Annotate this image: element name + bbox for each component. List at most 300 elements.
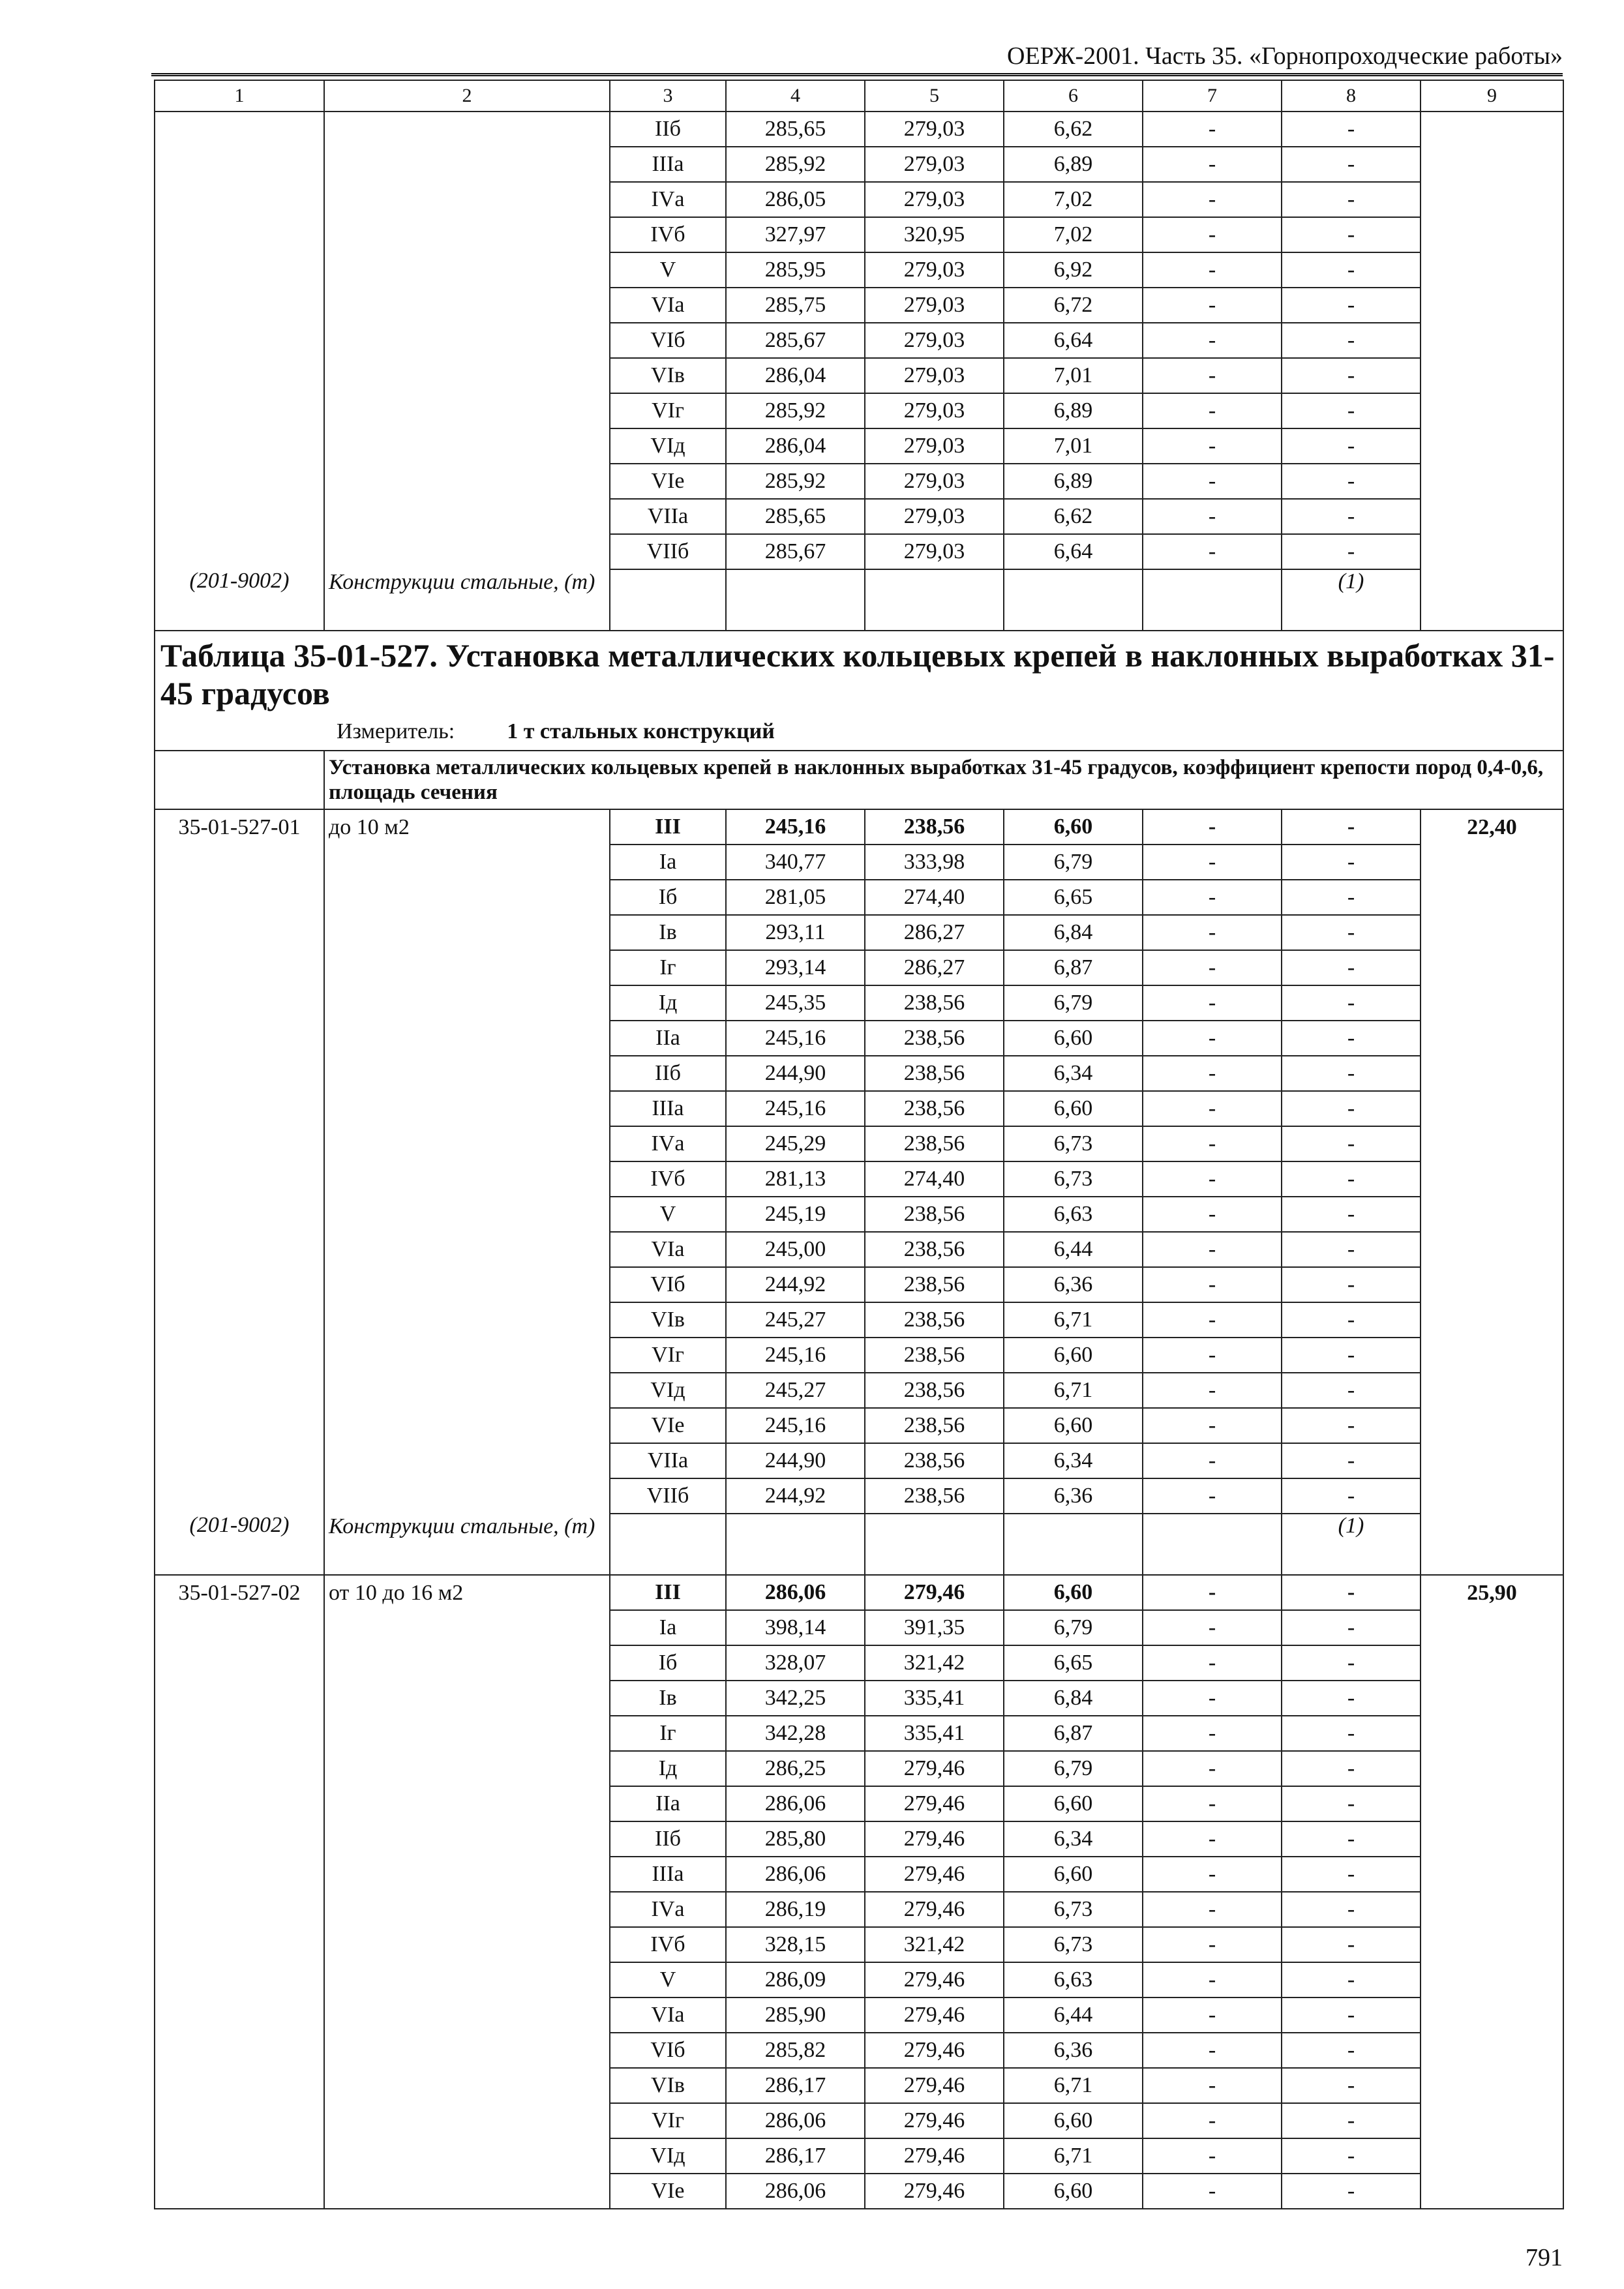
- table-row: [155, 1892, 1563, 1927]
- table-row: [155, 428, 1563, 464]
- weight-cell: [1421, 1408, 1563, 1443]
- machine-cost-cell: 6,71: [1004, 1302, 1143, 1338]
- labor-cost-cell: 391,35: [865, 1610, 1004, 1645]
- weight-cell: [1421, 1610, 1563, 1645]
- total-cost-cell: 245,27: [726, 1302, 865, 1338]
- section-title: Таблица 35-01-527. Установка металлических кольцевых крепей в наклонных выработках 31-45 градусов: [160, 637, 1555, 711]
- material-cost-cell: -: [1282, 358, 1421, 393]
- machine-cost-cell: 6,60: [1004, 1857, 1143, 1892]
- labor-cost-cell: 279,03: [865, 323, 1004, 358]
- code-cell: [155, 1232, 324, 1267]
- drivers-cost-cell: -: [1143, 1681, 1282, 1716]
- table-row: [155, 288, 1563, 323]
- drivers-cost-cell: -: [1143, 2103, 1282, 2138]
- machine-cost-cell: 6,62: [1004, 112, 1143, 147]
- name-cell: [324, 1610, 610, 1645]
- class-cell: III: [610, 1575, 726, 1610]
- machine-cost-cell: 6,36: [1004, 1267, 1143, 1302]
- code-cell: [155, 2103, 324, 2138]
- labor-cost-cell: 279,03: [865, 499, 1004, 534]
- machine-cost-cell: 6,60: [1004, 2103, 1143, 2138]
- name-cell: [324, 464, 610, 499]
- drivers-cost-cell: -: [1143, 809, 1282, 845]
- machine-cost-cell: 7,01: [1004, 428, 1143, 464]
- material-code: (201-9002): [155, 569, 324, 631]
- total-cost-cell: 342,28: [726, 1716, 865, 1751]
- column-number: 6: [1004, 80, 1143, 112]
- code-cell: [155, 1267, 324, 1302]
- class-cell: VIа: [610, 1232, 726, 1267]
- total-cost-cell: 398,14: [726, 1610, 865, 1645]
- weight-cell: [1421, 1232, 1563, 1267]
- weight-cell: [1421, 252, 1563, 288]
- material-cost-cell: -: [1282, 915, 1421, 950]
- class-cell: Iг: [610, 1716, 726, 1751]
- drivers-cost-cell: -: [1143, 323, 1282, 358]
- weight-cell: [1421, 2138, 1563, 2174]
- column-numbers-row: [155, 80, 1563, 112]
- labor-cost-cell: 279,46: [865, 2174, 1004, 2209]
- machine-cost-cell: 6,89: [1004, 147, 1143, 182]
- weight-cell: [1421, 1126, 1563, 1161]
- machine-cost-cell: 6,89: [1004, 393, 1143, 428]
- name-cell: [324, 499, 610, 534]
- weight-cell: [1421, 569, 1563, 631]
- labor-cost-cell: 238,56: [865, 1373, 1004, 1408]
- machine-cost-cell: 6,36: [1004, 2033, 1143, 2068]
- column-number: 7: [1143, 80, 1282, 112]
- table-row: [155, 845, 1563, 880]
- name-cell: [324, 323, 610, 358]
- weight-cell: [1421, 393, 1563, 428]
- weight-cell: [1421, 2174, 1563, 2209]
- column-number: 8: [1282, 80, 1421, 112]
- machine-cost-cell: 6,71: [1004, 2138, 1143, 2174]
- machine-cost-cell: 6,60: [1004, 809, 1143, 845]
- total-cost-cell: 285,90: [726, 1997, 865, 2033]
- code-cell: [155, 534, 324, 569]
- material-cost-cell: -: [1282, 1338, 1421, 1373]
- labor-cost-cell: 279,03: [865, 147, 1004, 182]
- machine-cost-cell: 6,60: [1004, 2174, 1143, 2209]
- code-cell: [155, 2138, 324, 2174]
- total-cost-cell: 245,16: [726, 1091, 865, 1126]
- labor-cost-cell: 238,56: [865, 1056, 1004, 1091]
- drivers-cost-cell: -: [1143, 1197, 1282, 1232]
- drivers-cost-cell: -: [1143, 147, 1282, 182]
- header-rule: [151, 73, 1563, 77]
- weight-cell: [1421, 464, 1563, 499]
- total-cost-cell: 245,16: [726, 1021, 865, 1056]
- total-cost-cell: 245,16: [726, 809, 865, 845]
- material-cost-cell: -: [1282, 1302, 1421, 1338]
- code-cell: [155, 1610, 324, 1645]
- material-cost-cell: -: [1282, 1857, 1421, 1892]
- name-cell: [324, 1091, 610, 1126]
- labor-cost-cell: 279,03: [865, 288, 1004, 323]
- name-cell: [324, 393, 610, 428]
- class-cell: Iд: [610, 985, 726, 1021]
- name-cell: [324, 112, 610, 147]
- weight-cell: [1421, 182, 1563, 217]
- class-cell: VIд: [610, 2138, 726, 2174]
- weight-cell: [1421, 1645, 1563, 1681]
- material-cost-cell: -: [1282, 2103, 1421, 2138]
- machine-cost-cell: 6,60: [1004, 1338, 1143, 1373]
- weight-cell: [1421, 428, 1563, 464]
- total-cost-cell: 342,25: [726, 1681, 865, 1716]
- total-cost-cell: 285,65: [726, 499, 865, 534]
- table-row: [155, 1443, 1563, 1478]
- table-row: [155, 1161, 1563, 1197]
- code-cell: [155, 1716, 324, 1751]
- name-cell: [324, 2033, 610, 2068]
- machine-cost-cell: 6,71: [1004, 1373, 1143, 1408]
- item-name: до 10 м2: [324, 809, 610, 845]
- class-cell: IVб: [610, 217, 726, 252]
- machine-cost-cell: 6,64: [1004, 534, 1143, 569]
- code-cell: [155, 1962, 324, 1997]
- code-cell: [155, 880, 324, 915]
- material-cost-cell: -: [1282, 1892, 1421, 1927]
- material-cost-cell: -: [1282, 428, 1421, 464]
- labor-cost-cell: 321,42: [865, 1645, 1004, 1681]
- total-cost-cell: 245,00: [726, 1232, 865, 1267]
- name-cell: [324, 1645, 610, 1681]
- code-cell: [155, 1373, 324, 1408]
- material-qty: (1): [1282, 1514, 1421, 1575]
- total-cost-cell: 286,19: [726, 1892, 865, 1927]
- code-cell: [155, 950, 324, 985]
- code-cell: [155, 112, 324, 147]
- name-cell: [324, 1478, 610, 1514]
- code-cell: [155, 985, 324, 1021]
- drivers-cost-cell: -: [1143, 1232, 1282, 1267]
- drivers-cost-cell: -: [1143, 1610, 1282, 1645]
- class-cell: Iд: [610, 1751, 726, 1786]
- name-cell: [324, 147, 610, 182]
- code-cell: [155, 1021, 324, 1056]
- total-cost-cell: 327,97: [726, 217, 865, 252]
- class-cell: IIа: [610, 1786, 726, 1821]
- labor-cost-cell: 238,56: [865, 1232, 1004, 1267]
- name-cell: [324, 1373, 610, 1408]
- material-cost-cell: -: [1282, 499, 1421, 534]
- labor-cost-cell: 279,46: [865, 1821, 1004, 1857]
- item-code: 35-01-527-01: [155, 809, 324, 845]
- name-cell: [324, 915, 610, 950]
- name-cell: [324, 1126, 610, 1161]
- name-cell: [324, 1056, 610, 1091]
- total-cost-cell: 285,75: [726, 288, 865, 323]
- drivers-cost-cell: -: [1143, 1786, 1282, 1821]
- material-row: [155, 1514, 1563, 1575]
- weight-cell: [1421, 2033, 1563, 2068]
- machine-cost-cell: 6,65: [1004, 1645, 1143, 1681]
- drivers-cost-cell: -: [1143, 845, 1282, 880]
- material-cost-cell: -: [1282, 1927, 1421, 1962]
- machine-cost-cell: 6,89: [1004, 464, 1143, 499]
- labor-cost-cell: 286,27: [865, 950, 1004, 985]
- total-cost-cell: 286,05: [726, 182, 865, 217]
- class-cell: IIIа: [610, 1857, 726, 1892]
- total-cost-cell: 244,92: [726, 1478, 865, 1514]
- material-cost-cell: -: [1282, 1821, 1421, 1857]
- drivers-cost-cell: -: [1143, 1575, 1282, 1610]
- table-row: [155, 1997, 1563, 2033]
- class-cell: IIIа: [610, 1091, 726, 1126]
- column-number: 4: [726, 80, 865, 112]
- machine-cost-cell: 7,02: [1004, 217, 1143, 252]
- material-cost-cell: -: [1282, 2033, 1421, 2068]
- code-cell: [155, 1478, 324, 1514]
- labor-cost-cell: 321,42: [865, 1927, 1004, 1962]
- code-cell: [155, 428, 324, 464]
- labor-cost-cell: 279,46: [865, 1857, 1004, 1892]
- labor-cost-cell: 279,03: [865, 464, 1004, 499]
- column-number: 3: [610, 80, 726, 112]
- weight-cell: [1421, 1443, 1563, 1478]
- material-cost-cell: -: [1282, 323, 1421, 358]
- name-cell: [324, 1857, 610, 1892]
- machine-cost-cell: 6,73: [1004, 1927, 1143, 1962]
- drivers-cost-cell: -: [1143, 1267, 1282, 1302]
- material-name: [324, 569, 610, 631]
- total-cost-cell: 285,92: [726, 464, 865, 499]
- code-cell: [155, 1927, 324, 1962]
- machine-cost-cell: 6,34: [1004, 1443, 1143, 1478]
- page-number: 791: [1526, 2244, 1563, 2271]
- weight-cell: [1421, 1021, 1563, 1056]
- material-qty: (1): [1282, 569, 1421, 631]
- weight-cell: [1421, 2068, 1563, 2103]
- material-cost-cell: -: [1282, 2068, 1421, 2103]
- labor-cost-cell: 279,03: [865, 428, 1004, 464]
- code-cell: [155, 2068, 324, 2103]
- labor-cost-cell: 274,40: [865, 880, 1004, 915]
- class-cell: VIе: [610, 1408, 726, 1443]
- material-cost-cell: -: [1282, 1786, 1421, 1821]
- name-cell: [324, 950, 610, 985]
- name-cell: [324, 845, 610, 880]
- name-cell: [324, 534, 610, 569]
- material-cost-cell: -: [1282, 288, 1421, 323]
- machine-cost-cell: 7,01: [1004, 358, 1143, 393]
- drivers-cost-cell: -: [1143, 1857, 1282, 1892]
- class-cell: Iа: [610, 1610, 726, 1645]
- total-cost-cell: 286,09: [726, 1962, 865, 1997]
- weight-cell: [1421, 1997, 1563, 2033]
- weight-cell: [1421, 1478, 1563, 1514]
- labor-cost-cell: 238,56: [865, 1338, 1004, 1373]
- code-cell: [155, 464, 324, 499]
- class-cell: IVб: [610, 1161, 726, 1197]
- item-name: от 10 до 16 м2: [324, 1575, 610, 1610]
- name-cell: [324, 1927, 610, 1962]
- labor-cost-cell: 279,46: [865, 1786, 1004, 1821]
- drivers-cost-cell: -: [1143, 1962, 1282, 1997]
- machine-cost-cell: 6,44: [1004, 1232, 1143, 1267]
- weight-cell: [1421, 1161, 1563, 1197]
- class-cell: VIIб: [610, 1478, 726, 1514]
- material-cost-cell: -: [1282, 112, 1421, 147]
- machine-cost-cell: 6,60: [1004, 1408, 1143, 1443]
- drivers-cost-cell: -: [1143, 880, 1282, 915]
- material-cost-cell: -: [1282, 1962, 1421, 1997]
- material-cost-cell: -: [1282, 1575, 1421, 1610]
- empty-cell: [726, 1514, 865, 1575]
- labor-cost-cell: 279,46: [865, 2103, 1004, 2138]
- material-name: [324, 1514, 610, 1575]
- class-cell: IIIа: [610, 147, 726, 182]
- total-cost-cell: 286,04: [726, 428, 865, 464]
- weight-cell: [1421, 1302, 1563, 1338]
- weight-cell: [1421, 915, 1563, 950]
- name-cell: [324, 1021, 610, 1056]
- weight-cell: [1421, 1338, 1563, 1373]
- labor-cost-cell: 238,56: [865, 1443, 1004, 1478]
- class-cell: VIд: [610, 428, 726, 464]
- class-cell: III: [610, 809, 726, 845]
- labor-cost-cell: 238,56: [865, 1197, 1004, 1232]
- drivers-cost-cell: -: [1143, 428, 1282, 464]
- total-cost-cell: 285,92: [726, 393, 865, 428]
- table-row: [155, 393, 1563, 428]
- measure-line: [337, 719, 1557, 745]
- class-cell: V: [610, 252, 726, 288]
- class-cell: VIб: [610, 323, 726, 358]
- code-cell: [155, 1056, 324, 1091]
- table-row: [155, 1197, 1563, 1232]
- drivers-cost-cell: -: [1143, 915, 1282, 950]
- table-row: [155, 182, 1563, 217]
- code-cell: [155, 1091, 324, 1126]
- empty-cell: [1004, 569, 1143, 631]
- drivers-cost-cell: -: [1143, 1645, 1282, 1681]
- weight-cell: [1421, 1267, 1563, 1302]
- machine-cost-cell: 6,79: [1004, 1610, 1143, 1645]
- weight-cell: [1421, 1373, 1563, 1408]
- machine-cost-cell: 6,79: [1004, 985, 1143, 1021]
- labor-cost-cell: 238,56: [865, 1408, 1004, 1443]
- name-cell: [324, 1338, 610, 1373]
- total-cost-cell: 285,65: [726, 112, 865, 147]
- code-cell: [155, 252, 324, 288]
- table-row: [155, 323, 1563, 358]
- empty-cell: [610, 1514, 726, 1575]
- material-cost-cell: -: [1282, 147, 1421, 182]
- table-row: [155, 1962, 1563, 1997]
- labor-cost-cell: 279,03: [865, 358, 1004, 393]
- table-row: [155, 1645, 1563, 1681]
- material-cost-cell: -: [1282, 880, 1421, 915]
- machine-cost-cell: 6,73: [1004, 1126, 1143, 1161]
- machine-cost-cell: 6,34: [1004, 1821, 1143, 1857]
- weight-cell: [1421, 499, 1563, 534]
- labor-cost-cell: 279,03: [865, 534, 1004, 569]
- class-cell: VIе: [610, 464, 726, 499]
- machine-cost-cell: 6,62: [1004, 499, 1143, 534]
- drivers-cost-cell: -: [1143, 950, 1282, 985]
- machine-cost-cell: 6,87: [1004, 1716, 1143, 1751]
- labor-cost-cell: 279,03: [865, 252, 1004, 288]
- class-cell: VIг: [610, 393, 726, 428]
- weight-cell: [1421, 217, 1563, 252]
- drivers-cost-cell: -: [1143, 112, 1282, 147]
- labor-cost-cell: 279,46: [865, 2138, 1004, 2174]
- drivers-cost-cell: -: [1143, 1821, 1282, 1857]
- name-cell: [324, 1302, 610, 1338]
- material-cost-cell: -: [1282, 809, 1421, 845]
- class-cell: IIа: [610, 1021, 726, 1056]
- code-cell: [155, 915, 324, 950]
- material-cost-cell: -: [1282, 1373, 1421, 1408]
- labor-cost-cell: 274,40: [865, 1161, 1004, 1197]
- code-cell: [155, 1751, 324, 1786]
- material-cost-cell: -: [1282, 464, 1421, 499]
- total-cost-cell: 244,92: [726, 1267, 865, 1302]
- item-main-row: [155, 809, 1563, 845]
- total-cost-cell: 244,90: [726, 1443, 865, 1478]
- code-cell: [155, 1857, 324, 1892]
- table-row: [155, 1927, 1563, 1962]
- material-cost-cell: -: [1282, 252, 1421, 288]
- class-cell: VIд: [610, 1373, 726, 1408]
- total-cost-cell: 245,16: [726, 1408, 865, 1443]
- machine-cost-cell: 6,87: [1004, 950, 1143, 985]
- name-cell: [324, 1161, 610, 1197]
- drivers-cost-cell: -: [1143, 1997, 1282, 2033]
- class-cell: VIв: [610, 358, 726, 393]
- total-cost-cell: 285,80: [726, 1821, 865, 1857]
- total-cost-cell: 286,06: [726, 1857, 865, 1892]
- measure-value: 1 т стальных конструкций: [507, 719, 775, 743]
- class-cell: IVа: [610, 1126, 726, 1161]
- material-cost-cell: -: [1282, 1716, 1421, 1751]
- weight-cell: [1421, 1892, 1563, 1927]
- material-name-text: Конструкции стальные, (т): [329, 570, 595, 594]
- weight-cell: [1421, 1927, 1563, 1962]
- table-row: [155, 1681, 1563, 1716]
- table-row: [155, 1373, 1563, 1408]
- item-weight: 25,90: [1421, 1575, 1563, 1610]
- table-row: [155, 880, 1563, 915]
- name-cell: [324, 1232, 610, 1267]
- section-subtitle-row: [155, 751, 1563, 809]
- name-cell: [324, 1821, 610, 1857]
- material-cost-cell: -: [1282, 1126, 1421, 1161]
- material-cost-cell: -: [1282, 393, 1421, 428]
- machine-cost-cell: 6,36: [1004, 1478, 1143, 1514]
- drivers-cost-cell: -: [1143, 1056, 1282, 1091]
- total-cost-cell: 285,95: [726, 252, 865, 288]
- class-cell: IIб: [610, 112, 726, 147]
- code-cell: [155, 358, 324, 393]
- total-cost-cell: 286,06: [726, 2174, 865, 2209]
- drivers-cost-cell: -: [1143, 2033, 1282, 2068]
- total-cost-cell: 285,92: [726, 147, 865, 182]
- class-cell: IVа: [610, 182, 726, 217]
- machine-cost-cell: 6,63: [1004, 1962, 1143, 1997]
- name-cell: [324, 358, 610, 393]
- name-cell: [324, 1408, 610, 1443]
- total-cost-cell: 286,04: [726, 358, 865, 393]
- table-row: [155, 1021, 1563, 1056]
- weight-cell: [1421, 2103, 1563, 2138]
- weight-cell: [1421, 147, 1563, 182]
- weight-cell: [1421, 323, 1563, 358]
- drivers-cost-cell: -: [1143, 288, 1282, 323]
